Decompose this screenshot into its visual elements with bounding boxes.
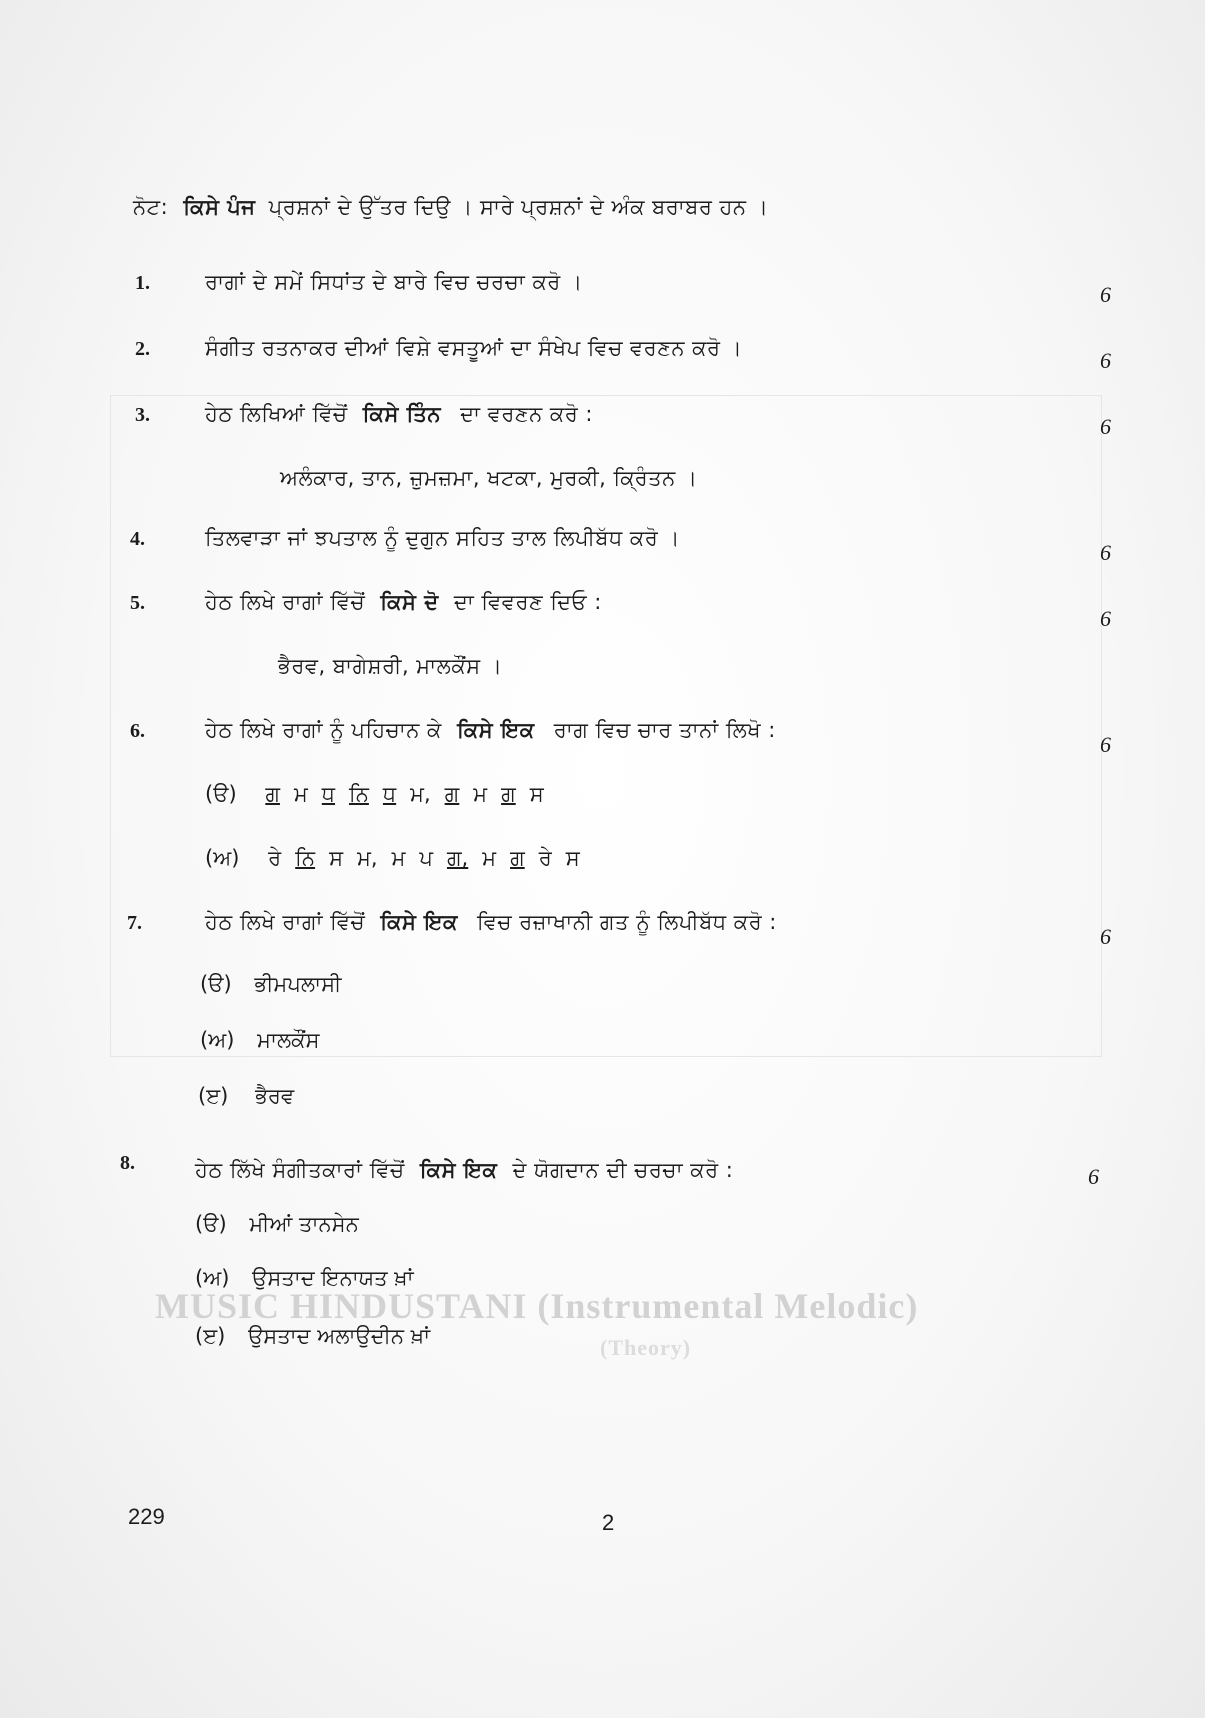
question-number: 2. [135,338,150,360]
question-pre: ਹੇਠ ਲਿਖੇ ਰਾਗਾਂ ਵਿੱਚੋਂ [205,590,366,614]
swar-note: ਸ [565,846,580,870]
option-a [205,782,558,807]
question-post: ਦਾ ਵਰਣਨ ਕਰੋ : [460,402,593,426]
question-text [205,910,777,935]
option-label: (ਅ) [205,846,240,870]
swar-note: ਮ [482,846,497,870]
question-bold: ਕਿਸੇ ਇਕ [380,910,458,934]
swar-sequence [265,782,557,806]
option-label: (ੲ) [198,1084,229,1108]
question-number: 7. [127,912,142,934]
question-pre: ਹੇਠ ਲਿਖੇ ਰਾਗਾਂ ਨੂੰ ਪਹਿਚਾਨ ਕੇ [205,718,442,742]
question-number: 3. [135,404,150,426]
swar-note: ਸ [329,846,344,870]
question-number: 6. [130,720,145,742]
swar-note: ਗ [510,846,525,870]
option-label: (ਅ) [195,1266,230,1290]
swar-note: ਮ, [357,846,378,870]
question-sublist: ਭੈਰਵ, ਬਾਗੇਸ਼ਰੀ, ਮਾਲਕੌਂਸ । [278,654,503,678]
question-text: ਸੰਗੀਤ ਰਤਨਾਕਰ ਦੀਆਂ ਵਿਸ਼ੇ ਵਸਤੂਆਂ ਦਾ ਸੰਖੇਪ ਵਿਚ ਵਰਣਨ ਕਰੋ । [205,336,743,360]
question-number: 4. [130,528,145,550]
question-text [205,402,593,427]
question-bold: ਕਿਸੇ ਦੋ [380,590,439,614]
show-through-title: MUSIC HINDUSTANI (Instrumental Melodic) [155,1286,919,1326]
question-pre: ਹੇਠ ਲਿਖਿਆਂ ਵਿੱਚੋਂ [205,402,348,426]
question-post: ਦੇ ਯੋਗਦਾਨ ਦੀ ਚਰਚਾ ਕਰੋ : [512,1158,734,1182]
question-number: 1. [135,272,150,294]
option-label: (ੳ) [205,782,237,806]
show-through-subtitle: (Theory) [600,1335,692,1360]
swar-sequence [268,846,594,870]
option-item [200,1028,319,1053]
swar-note: ਸ [529,782,544,806]
instructions-note [133,195,768,220]
question-marks: 6 [1100,348,1111,373]
question-marks: 6 [1100,924,1111,949]
swar-note: ਨਿ [295,846,316,870]
question-post: ਦਾ ਵਿਵਰਣ ਦਿਓ : [453,590,602,614]
page-number: 2 [602,1510,615,1535]
option-item [195,1266,414,1291]
swar-note: ਧ [382,782,397,806]
option-text: ਭੀਮਪਲਾਸੀ [254,972,342,996]
swar-note: ਗ, [446,846,469,870]
question-text: ਰਾਗਾਂ ਦੇ ਸਮੇਂ ਸਿਧਾਂਤ ਦੇ ਬਾਰੇ ਵਿਚ ਚਰਚਾ ਕਰੋ । [205,270,583,294]
question-bold: ਕਿਸੇ ਇਕ [419,1158,498,1182]
question-post: ਰਾਗ ਵਿਚ ਚਾਰ ਤਾਨਾਂ ਲਿਖੋ : [553,718,776,742]
option-label: (ੳ) [195,1212,227,1236]
swar-note: ਧ [321,782,336,806]
question-marks: 6 [1100,732,1111,757]
note-text: ਪ੍ਰਸ਼ਨਾਂ ਦੇ ਉੱਤਰ ਦਿਉ । ਸਾਰੇ ਪ੍ਰਸ਼ਨਾਂ ਦੇ ਅੰਕ ਬਰਾਬਰ ਹਨ । [268,195,769,219]
question-text [205,590,602,615]
option-label: (ੲ) [195,1324,226,1348]
swar-note: ਗ [501,782,516,806]
option-item [195,1324,430,1349]
swar-note: ਮ [293,782,308,806]
swar-note: ਪ [419,846,433,870]
option-text: ਉਸਤਾਦ ਇਨਾਯਤ ਖ਼ਾਂ [252,1266,414,1290]
question-text: ਤਿਲਵਾੜਾ ਜਾਂ ਝਪਤਾਲ ਨੂੰ ਦੁਗੁਨ ਸਹਿਤ ਤਾਲ ਲਿਪੀਬੱਧ ਕਰੋ । [205,526,681,550]
swar-note: ਨਿ [349,782,369,806]
question-pre: ਹੇਠ ਲਿੱਖੇ ਸੰਗੀਤਕਾਰਾਂ ਵਿੱਚੋਂ [195,1158,405,1182]
swar-note: ਮ, [410,782,431,806]
question-marks: 6 [1100,414,1111,439]
swar-note: ਰੇ [538,846,552,870]
option-text: ਮੀਆਂ ਤਾਨਸੇਨ [249,1212,359,1236]
question-marks: 6 [1100,282,1111,307]
swar-note: ਰੇ [268,846,282,870]
question-marks: 6 [1088,1164,1099,1189]
swar-note: ਗ [265,782,280,806]
question-text [205,718,776,743]
option-text: ਮਾਲਕੌਂਸ [257,1028,320,1052]
question-sublist: ਅਲੰਕਾਰ, ਤਾਨ, ਜ਼ੁਮਜ਼ਮਾ, ਖਟਕਾ, ਮੁਰਕੀ, ਕ੍ਰਿੰਤਨ । [280,466,698,490]
question-number: 5. [130,592,145,614]
option-item [200,972,341,997]
option-label: (ੳ) [200,972,232,996]
question-pre: ਹੇਠ ਲਿਖੇ ਰਾਗਾਂ ਵਿੱਚੋਂ [205,910,366,934]
swar-note: ਮ [391,846,406,870]
note-bold: ਕਿਸੇ ਪੰਜ [183,195,256,219]
question-bold: ਕਿਸੇ ਤਿੰਨ [362,402,441,426]
question-marks: 6 [1100,540,1111,565]
paper-code: 229 [128,1504,165,1529]
question-number: 8. [120,1152,135,1174]
option-text: ਭੈਰਵ [255,1084,295,1108]
option-label: (ਅ) [200,1028,235,1052]
question-text [195,1158,733,1183]
option-item [195,1212,359,1237]
option-text: ਉਸਤਾਦ ਅਲਾਉਦੀਨ ਖ਼ਾਂ [248,1324,431,1348]
option-b [205,846,594,871]
note-label: ਨੋਟ: [133,195,169,219]
swar-note: ਗ [444,782,460,806]
option-item [198,1084,294,1109]
question-bold: ਕਿਸੇ ਇਕ [457,718,535,742]
swar-note: ਮ [473,782,488,806]
question-marks: 6 [1100,606,1111,631]
question-post: ਵਿਚ ਰਜ਼ਾਖਾਨੀ ਗਤ ਨੂੰ ਲਿਪੀਬੱਧ ਕਰੋ : [476,910,777,934]
